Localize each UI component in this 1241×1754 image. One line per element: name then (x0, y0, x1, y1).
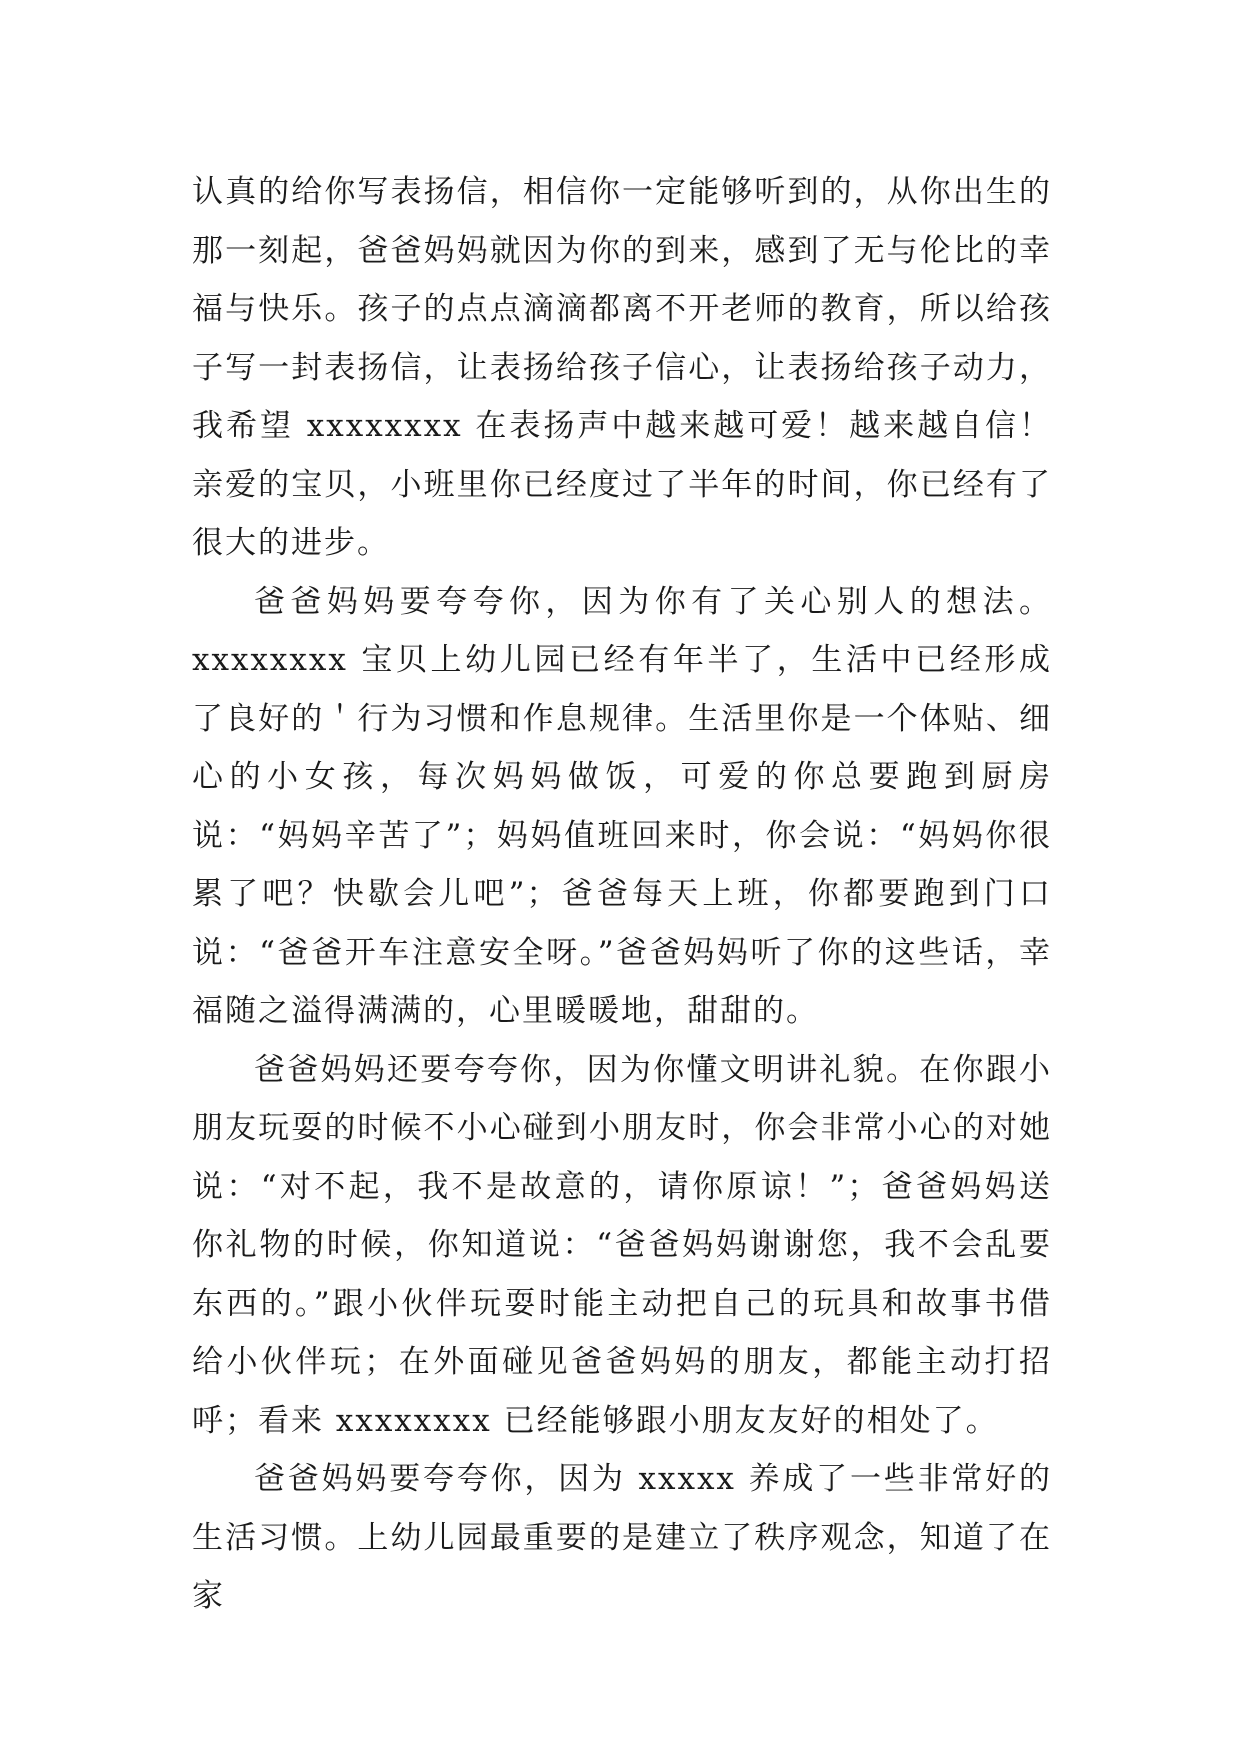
paragraph-2: 爸爸妈妈要夸夸你，因为你有了关心别人的想法。xxxxxxxx 宝贝上幼儿园已经有年半了，生活中已经形成了良好的＇行为习惯和作息规律。生活里你是一个体贴、细心的小女孩，每次妈妈做饭，可爱的你总要跑到厨房说：“妈妈辛苦了”；妈妈值班回来时，你会说：“妈妈你很累了吧？快歇会儿吧”；爸爸每天上班，你都要跑到门口说：“爸爸开车注意安全呀。”爸爸妈妈听了你的这些话，幸福随之溢得满满的，心里暖暖地，甜甜的。 (192, 583, 1052, 1029)
paragraph-1: 认真的给你写表扬信，相信你一定能够听到的，从你出生的那一刻起，爸爸妈妈就因为你的到来，感到了无与伦比的幸福与快乐。孩子的点点滴滴都离不开老师的教育，所以给孩子写一封表扬信，让表扬给孩子信心，让表扬给孩子动力，我希望 xxxxxxxx 在表扬声中越来越可爱！越来越自信！亲爱的宝贝，小班里你已经度过了半年的时间，你已经有了很大的进步。 (192, 174, 1052, 561)
paragraph-3: 爸爸妈妈还要夸夸你，因为你懂文明讲礼貌。在你跟小朋友玩耍的时候不小心碰到小朋友时，你会非常小心的对她说：“对不起，我不是故意的，请你原谅！”；爸爸妈妈送你礼物的时候，你知道说：“爸爸妈妈谢谢您，我不会乱要东西的。”跟小伙伴玩耍时能主动把自己的玩具和故事书借给小伙伴玩；在外面碰见爸爸妈妈的朋友，都能主动打招呼；看来 xxxxxxxx 已经能够跟小朋友友好的相处了。 (192, 1051, 1052, 1439)
letter-body (192, 163, 1052, 1626)
paragraph-4: 爸爸妈妈要夸夸你，因为 xxxxx 养成了一些非常好的生活习惯。上幼儿园最重要的是建立了秩序观念，知道了在家 (192, 1461, 1052, 1614)
